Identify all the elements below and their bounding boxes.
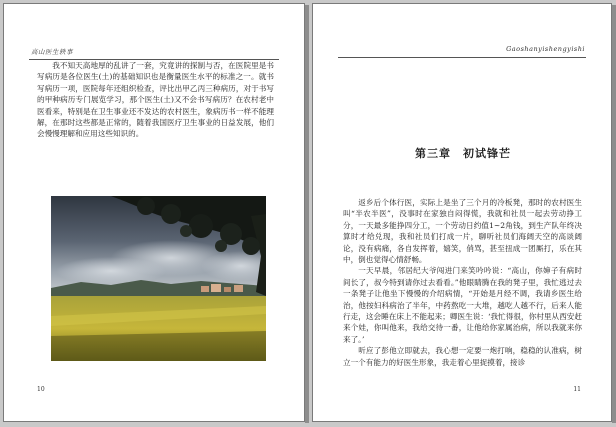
page-number: 10: [37, 386, 45, 393]
page-shadow: [612, 5, 616, 423]
body-text: [343, 197, 582, 368]
page-number: 11: [573, 386, 581, 393]
chapter-title: 第三章 初试锋芒: [415, 147, 511, 160]
paragraph: 听应了彭他立即就去，我心想一定要一炮打响，稳稳的认准病，树立一个有能力的好医生形象，我走着心里捉摸着，接诊: [343, 346, 582, 367]
running-header: Gaoshanyishengyishi: [506, 45, 585, 53]
page-shadow: [305, 5, 309, 423]
body-text: [37, 60, 274, 140]
paragraph: 返乡后个体行医，实际上是坐了三个月的冷板凳，那时的农村医生叫“半农半医”，没事时在家独自闷得慌，我就和社员一起去劳动挣工分，一天最多能挣四分工，一个劳动日约值1~2角钱，到生产队年终决算时才给兑现，我和社员们打成一片，聊听社员们海阔天空的高谈阔论，没有病痛，各自发挥着，嬉笑，俏骂，甚至扭成一团厮打，乐在其中，倒也觉得心情舒畅。: [343, 198, 582, 265]
header-rule: [338, 57, 586, 58]
landscape-photo-image: [51, 196, 266, 361]
paragraph: 我不知天高地厚的乱讲了一套，究竟讲的探制与否，在医院里是书写病历是各位医生(土)的基础知识也是衡量医生水平的标准之一。就书写病历一项，医院每年还组织检查，评比出甲乙丙三种病历，对于书写的甲种病历专门展览学习，那个医生(土)又不会书写病历？在农村老中医看来，特别是在卫生事业还不发达的农村医生，象病历书一样不能理解，在那时这些都是正常的，随着我国医疗卫生事业的日益发展，他们会慢慢理解和应用这些知识的。: [37, 61, 274, 139]
running-header: 高山医生轶事: [31, 48, 73, 56]
right-page: [312, 3, 612, 422]
landscape-photo: [51, 196, 266, 361]
left-page: [3, 3, 305, 422]
paragraph: 一天早晨，邻居纪大爷闯进门来笑吟吟说：“高山，你婶子有病时间长了，叔今特到请你过去看看。”他眼睛腾在我的凳子里，我忙逃过去一条凳子让他坐下慢慢的介绍病情，“开始是月经不调，我请乡医生给治，他按妇科病治了半年，中药熬吃一大堆，越吃人越不行，后来人能行走，这会睡在床上不能起来；卿医生说：‘我忙得很，你村里从西安赶来个娃，你叫他来，我给交待一番，让他给你家属治病，所以我就来你来了。’: [343, 266, 582, 344]
